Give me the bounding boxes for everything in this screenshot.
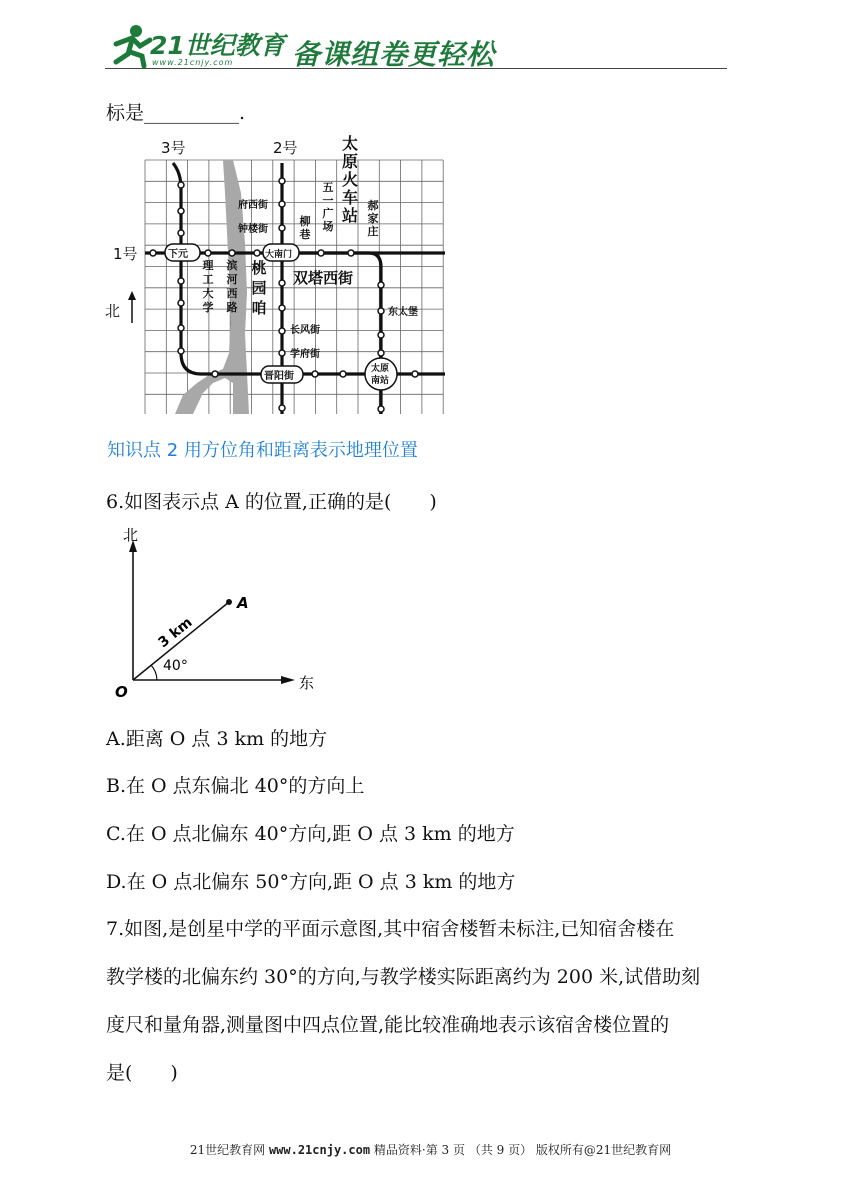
vertical-label-binhe: 滨 [226,259,238,272]
station-zhonglou: 钟楼街 [238,224,268,235]
vertical-label-wuyi: 广 [322,207,334,220]
page-footer [0,1141,861,1158]
station-xiayuan: 下元 [168,249,188,260]
station-taiyuan-south-2: 南站 [371,376,390,386]
vertical-label-taiyuan-station: 太 [342,134,359,153]
footer-url[interactable]: www.21cnjy.com [268,1143,371,1157]
angle-arc [151,665,157,680]
question-6: 6.如图表示点 A 的位置,正确的是( ) [106,491,437,513]
option-c: C.在 O 点北偏东 40°方向,距 O 点 3 km 的地方 [106,823,515,845]
direction-svg [105,520,330,700]
option-d: D.在 O 点北偏东 50°方向,距 O 点 3 km 的地方 [106,871,516,893]
station-jinyangjie: 晋阳街 [264,371,294,382]
direction-diagram [105,520,330,704]
vertical-label-ligong: 理 [202,259,214,272]
metro-map [105,133,450,422]
question-7-line-3: 度尺和量角器,测量图中四点位置,能比较准确地表示该宿舍楼位置的 [106,1014,670,1036]
origin-label: O [115,683,128,700]
point-a-label: A [237,594,249,612]
option-a: A.距离 O 点 3 km 的地方 [106,728,328,750]
line2-label: 2号 [273,139,298,157]
station-dongtaibao: 东太堡 [388,307,418,318]
angle-label: 40° [163,658,188,674]
vertical-label-binhe: 河 [226,273,238,286]
vertical-label-wuyi: 一 [322,194,334,207]
vertical-label-taoyuan: 桃 [251,259,267,277]
question-7-line-2: 教学楼的北偏东约 30°的方向,与教学楼实际距离约为 200 米,试借助刻 [106,966,701,988]
station-fuxijie: 府西街 [238,200,268,211]
vertical-label-dujiazhuang: 家 [367,212,379,225]
vertical-label-taoyuan: 园 [251,279,267,297]
vertical-label-dujiazhuang: 郝 [367,199,379,212]
brand-name: 21世纪教育 [150,31,285,60]
option-b: B.在 O 点东偏北 40°的方向上 [106,775,365,797]
header-divider [105,68,727,69]
north-arrow-icon [128,291,136,323]
east-arrowhead-icon [281,676,295,684]
footer-info: 精品资料·第 3 页 （共 9 页） 版权所有@21世纪教育网 [373,1143,672,1157]
vertical-label-taiyuan-station: 站 [342,206,359,225]
vertical-label-taiyuan-station: 车 [342,188,359,207]
station-taiyuan-south-1: 太原 [371,364,390,374]
station-xuefu: 学府街 [290,349,320,360]
vertical-label-ligong: 大 [202,287,214,300]
brand-url: www.21cnjy.com [152,58,234,67]
vertical-label-taoyuan: 咱 [251,299,267,317]
vertical-label-dujiazhuang: 庄 [367,225,379,238]
question-7-line-4: 是( ) [106,1062,178,1084]
runner-logo-icon [110,22,155,68]
footer-site: 21世纪教育网 [189,1143,266,1157]
vertical-label-binhe: 路 [226,301,238,314]
vertical-label-ligong: 学 [202,301,214,314]
station-changfeng: 长风街 [290,325,320,336]
vertical-label-liuxiang: 巷 [299,228,311,241]
continued-text: 标是__________. [106,102,246,124]
metro-map-svg [105,133,450,418]
slogan: 备课组卷更轻松 [292,38,496,71]
vertical-label-wuyi: 场 [322,220,334,233]
question-7-line-1: 7.如图,是创星中学的平面示意图,其中宿舍楼暂未标注,已知宿舍楼在 [106,918,675,940]
vertical-label-taiyuan-station: 原 [342,152,359,171]
line1-label: 1号 [113,245,138,263]
vertical-label-wuyi: 五 [322,181,334,194]
section-heading: 知识点 2 用方位角和距离表示地理位置 [107,440,418,461]
diagram-east-label: 东 [299,674,315,692]
big-label-shuangta: 双塔西街 [293,269,354,287]
distance-label: 3 km [155,614,196,652]
vertical-label-taiyuan-station: 火 [342,170,359,189]
vertical-label-binhe: 西 [226,287,238,300]
diagram-north-label: 北 [123,526,139,544]
vertical-label-ligong: 工 [202,273,214,286]
vertical-label-liuxiang: 柳 [299,215,311,228]
north-label: 北 [105,302,121,320]
station-danangmen: 大南门 [265,250,293,260]
line3-label: 3号 [161,139,186,157]
point-a-dot [226,599,232,605]
